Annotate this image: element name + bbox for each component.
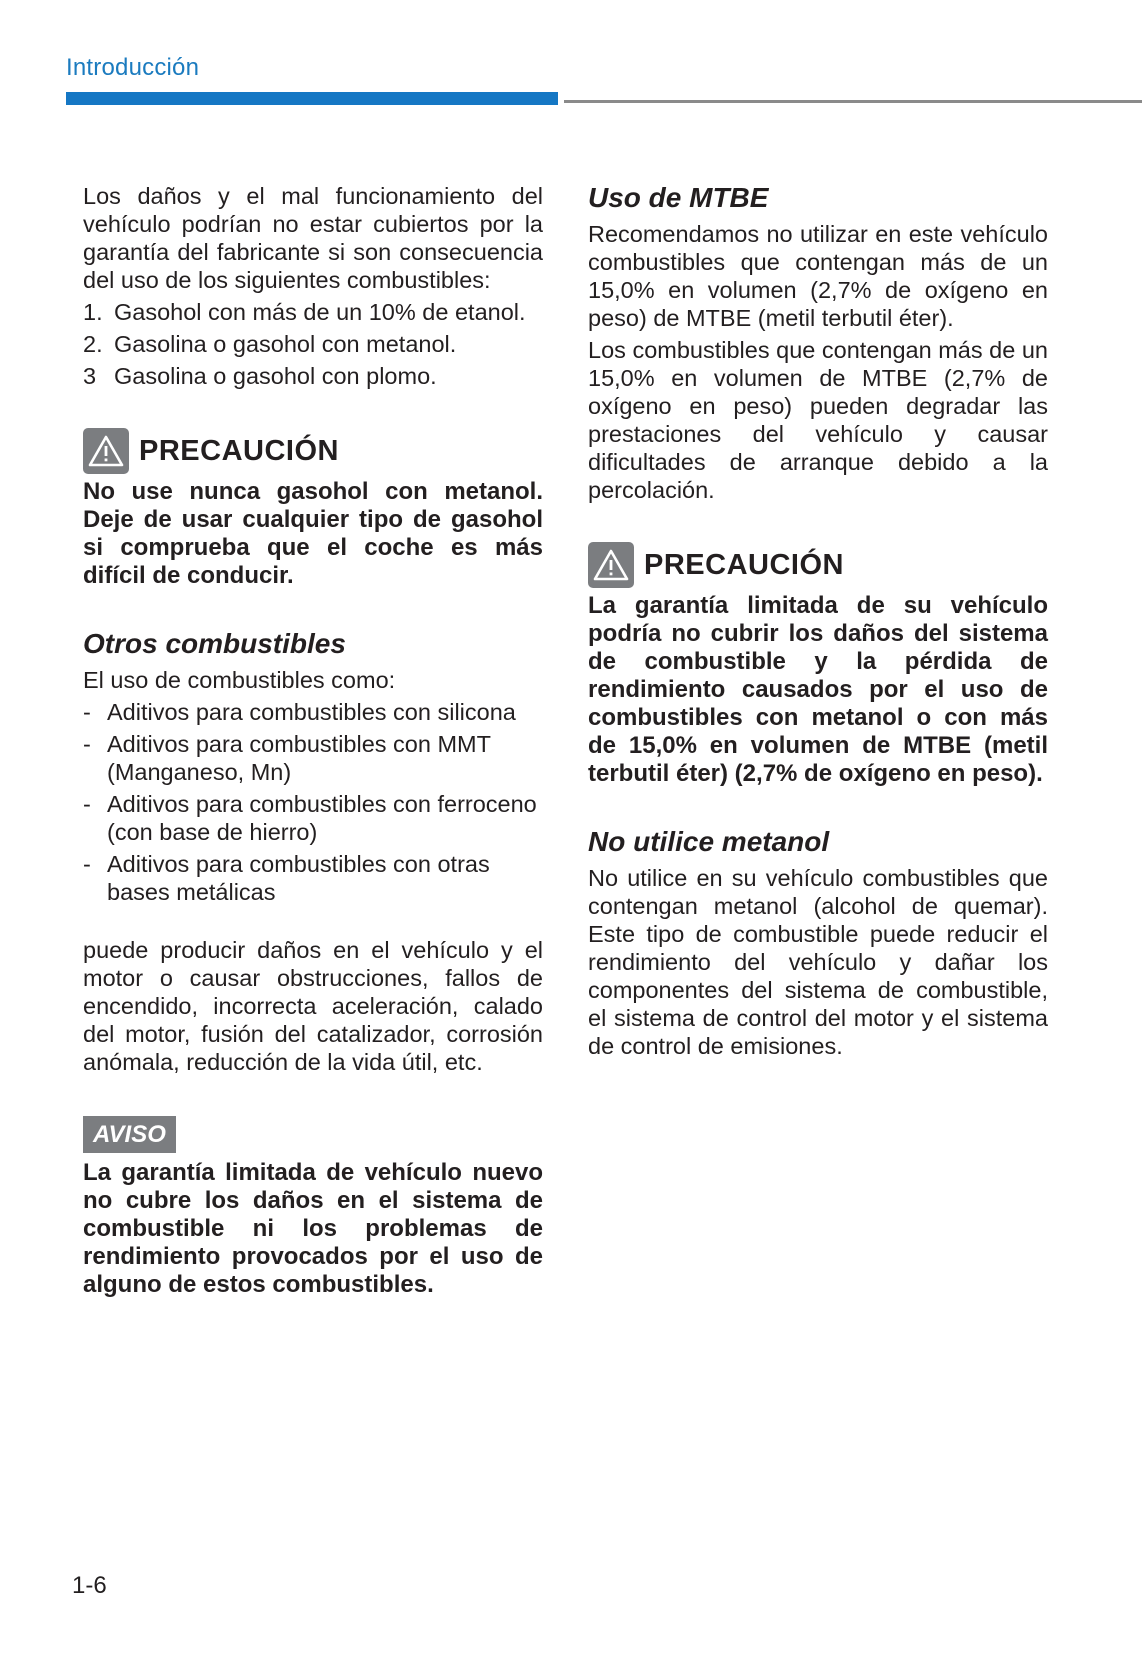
page-number: 1-6 <box>72 1572 107 1599</box>
notice-label: AVISO <box>83 1116 176 1153</box>
list-item-text: Gasolina o gasohol con plomo. <box>114 363 437 389</box>
other-fuels-title: Otros combustibles <box>83 628 346 659</box>
list-item <box>83 698 543 726</box>
mtbe-paragraph-1: Recomendamos no utilizar en este vehículo combustibles que contengan más de un 15,0% en volumen (2,7% de oxígeno en peso) de MTBE (metil terbutil éter). <box>588 221 1048 331</box>
mtbe-paragraph-2: Los combustibles que contengan más de un 15,0% en volumen de MTBE (2,7% de oxígeno en peso) pueden degradar las prestaciones del vehículo y causar dificultades de arranque debido a la percolación. <box>588 337 1048 503</box>
caution-text: No use nunca gasohol con metanol. Deje de usar cualquier tipo de gasohol si comprueba que el coche es más difícil de conducir. <box>83 478 543 589</box>
list-marker: 2. <box>83 331 103 357</box>
list-item-text: Aditivos para combustibles con silicona <box>107 699 516 725</box>
fuel-list <box>83 298 543 390</box>
mtbe-title: Uso de MTBE <box>588 182 769 213</box>
caution-text: La garantía limitada de su vehículo podría no cubrir los daños del sistema de combustible y la pérdida de rendimiento causados por el uso de combustibles con metanol o con más de 15,0% en volumen de MTBE (metil terbutil éter) (2,7% de oxígeno en peso). <box>588 592 1048 787</box>
header-accent-bar <box>66 92 558 105</box>
dash-marker: - <box>83 851 91 877</box>
list-item <box>83 790 543 846</box>
list-item <box>83 298 543 326</box>
list-marker: 3 <box>83 363 97 389</box>
list-item <box>83 362 543 390</box>
list-item-text: Aditivos para combustibles con otras bases metálicas <box>107 851 490 905</box>
caution-title: PRECAUCIÓN <box>644 549 844 581</box>
methanol-title: No utilice metanol <box>588 826 830 857</box>
intro-paragraph: Los daños y el mal funcionamiento del vehículo podrían no estar cubiertos por la garantía del fabricante si son consecuencia del uso de los siguientes combustibles: <box>83 183 543 293</box>
header-rule <box>564 100 1142 103</box>
warning-triangle-icon <box>83 428 129 474</box>
caution-title: PRECAUCIÓN <box>139 435 339 467</box>
list-item-text: Gasohol con más de un 10% de etanol. <box>114 299 526 325</box>
right-column <box>588 182 1048 1060</box>
dash-marker: - <box>83 791 91 817</box>
additives-list <box>83 698 543 906</box>
list-item-text: Gasolina o gasohol con metanol. <box>114 331 457 357</box>
caution-heading <box>83 428 543 474</box>
other-fuels-intro: El uso de combustibles como: <box>83 667 396 693</box>
warning-triangle-icon <box>588 542 634 588</box>
list-marker: 1. <box>83 299 103 325</box>
list-item-text: Aditivos para combustibles con ferroceno (con base de hierro) <box>107 791 537 845</box>
list-item <box>83 850 543 906</box>
dash-marker: - <box>83 699 91 725</box>
left-column <box>83 182 543 1299</box>
list-item <box>83 330 543 358</box>
list-item-text: Aditivos para combustibles con MMT (Manganeso, Mn) <box>107 731 491 785</box>
section-header-title: Introducción <box>66 54 200 81</box>
caution-heading <box>588 542 1048 588</box>
dash-marker: - <box>83 731 91 757</box>
list-item <box>83 730 543 786</box>
notice-text: La garantía limitada de vehículo nuevo no cubre los daños en el sistema de combustible ni los problemas de rendimiento provocados por el uso de alguno de estos combustibles. <box>83 1159 543 1298</box>
consequence-paragraph: puede producir daños en el vehículo y el motor o causar obstrucciones, fallos de encendido, incorrecta aceleración, calado del motor, fusión del catalizador, corrosión anómala, reducción de la vida útil, etc. <box>83 937 543 1075</box>
methanol-paragraph: No utilice en su vehículo combustibles que contengan metanol (alcohol de quemar). Este tipo de combustible puede reducir el rendimiento del vehículo y dañar los componentes del sistema de combustible, el sistema de control del motor y el sistema de control de emisiones. <box>588 865 1048 1059</box>
